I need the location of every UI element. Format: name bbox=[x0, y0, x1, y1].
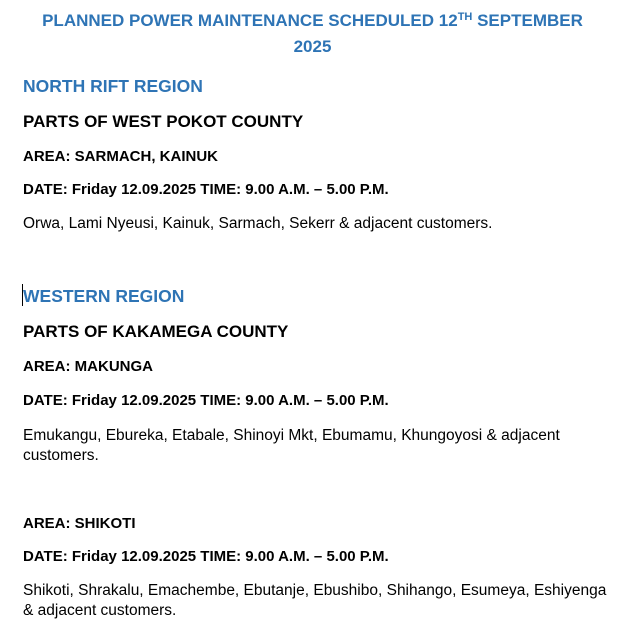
document-title bbox=[0, 8, 625, 60]
date-time-makunga: DATE: Friday 12.09.2025 TIME: 9.00 A.M. – 5.00 P.M. bbox=[23, 392, 389, 409]
county-heading-kakamega: PARTS OF KAKAMEGA COUNTY bbox=[23, 322, 289, 341]
area-label-sarmach: AREA: SARMACH, KAINUK bbox=[23, 148, 218, 165]
area-label-shikoti: AREA: SHIKOTI bbox=[23, 515, 136, 532]
title-text-end: SEPTEMBER bbox=[472, 11, 583, 30]
title-superscript: TH bbox=[457, 11, 473, 23]
title-text: PLANNED POWER MAINTENANCE SCHEDULED 12 bbox=[42, 11, 458, 30]
region-heading-north-rift: NORTH RIFT REGION bbox=[23, 76, 203, 96]
area-label-makunga: AREA: MAKUNGA bbox=[23, 358, 153, 375]
date-time-sarmach: DATE: Friday 12.09.2025 TIME: 9.00 A.M. – 5.00 P.M. bbox=[23, 181, 389, 198]
region-heading-western: WESTERN REGION bbox=[23, 286, 185, 306]
date-time-shikoti: DATE: Friday 12.09.2025 TIME: 9.00 A.M. – 5.00 P.M. bbox=[23, 548, 389, 565]
title-line-2: 2025 bbox=[293, 37, 332, 56]
places-list-shikoti: Shikoti, Shrakalu, Emachembe, Ebutanje, Ebushibo, Shihango, Esumeya, Eshiyenga & adjacent customers. bbox=[23, 582, 607, 619]
title-line-1 bbox=[0, 8, 625, 34]
places-list-sarmach: Orwa, Lami Nyeusi, Kainuk, Sarmach, Sekerr & adjacent customers. bbox=[23, 215, 493, 232]
county-heading-west-pokot: PARTS OF WEST POKOT COUNTY bbox=[23, 112, 304, 131]
places-list-makunga: Emukangu, Ebureka, Etabale, Shinoyi Mkt, Ebumamu, Khungoyosi & adjacent customers. bbox=[23, 427, 560, 464]
